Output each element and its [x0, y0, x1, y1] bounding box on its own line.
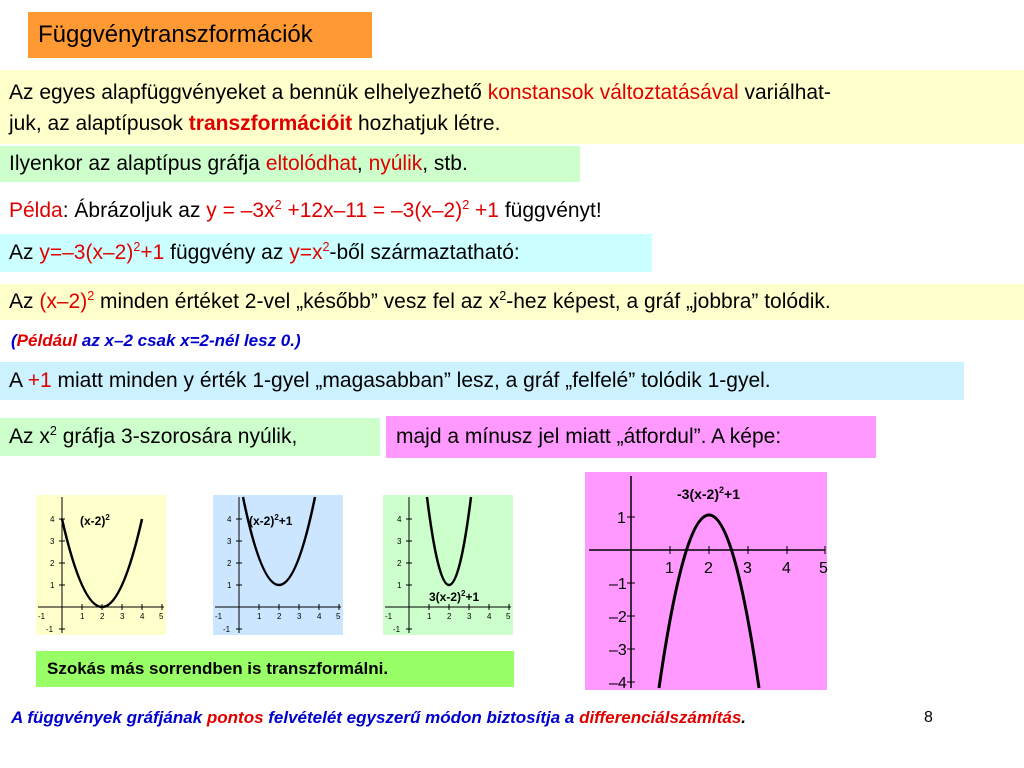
svg-text:4: 4	[140, 612, 145, 621]
intro-paragraph	[0, 70, 1024, 144]
plot-shifted	[36, 495, 166, 635]
svg-text:1: 1	[665, 560, 674, 577]
intro-highlight-1: konstansok változtatásával	[487, 81, 739, 104]
derive-formula-1: $y=-3(x-2)^2+1$	[39, 240, 165, 264]
slide-title: Függvénytranszformációk	[28, 12, 372, 58]
svg-text:1: 1	[427, 612, 432, 621]
intro-text-3: juk, az alaptípusok	[9, 112, 189, 135]
svg-text:-1: -1	[46, 625, 54, 634]
intro-text-4: hozhatjuk létre.	[352, 112, 501, 135]
example-label: Példa	[9, 199, 63, 222]
svg-text:-1: -1	[38, 612, 46, 621]
intro-text-2: variálhat-	[738, 81, 831, 104]
shift-highlight-2: nyúlik	[368, 152, 423, 175]
svg-text:-1: -1	[393, 625, 401, 634]
right-shift-formula: $(x-2)^2$	[39, 289, 95, 313]
svg-text:1: 1	[397, 581, 402, 590]
svg-text:1: 1	[257, 612, 262, 621]
order-note: Szokás más sorrendben is transzformálni.	[36, 651, 514, 687]
svg-text:5: 5	[819, 560, 828, 577]
svg-text:5: 5	[159, 612, 164, 621]
stretch-line: Az $x^2$ gráfja 3-szorosára nyúlik,	[0, 418, 380, 456]
svg-text:5: 5	[506, 612, 511, 621]
svg-text:4: 4	[50, 515, 55, 524]
shift-highlight-1: eltolódhat	[265, 152, 357, 175]
svg-text:1: 1	[80, 612, 85, 621]
flip-line: majd a mínusz jel miatt „átfordul”. A képe:	[386, 416, 876, 458]
svg-text:3: 3	[397, 537, 402, 546]
derive-text-1: Az	[9, 241, 40, 264]
svg-text:5: 5	[336, 612, 341, 621]
svg-text:–2: –2	[609, 609, 627, 626]
plot-label: $(x-2)^2$	[80, 513, 110, 528]
svg-text:4: 4	[317, 612, 322, 621]
example-formula: $y = -3x^2 +12x-11 = -3(x-2)^2 +1$	[206, 198, 499, 222]
svg-text:–4: –4	[609, 675, 627, 692]
page-number: 8	[924, 709, 933, 726]
svg-text:3: 3	[297, 612, 302, 621]
svg-text:3: 3	[467, 612, 472, 621]
svg-text:2: 2	[277, 612, 282, 621]
svg-text:-1: -1	[223, 625, 231, 634]
example-note: (Például az x–2 csak x=2-nél lesz 0.)	[11, 331, 301, 350]
svg-text:2: 2	[397, 559, 402, 568]
svg-text:2: 2	[100, 612, 105, 621]
svg-text:3: 3	[743, 560, 752, 577]
plot-label: $-3(x-2)^2+1$	[677, 485, 740, 502]
svg-text:–3: –3	[609, 642, 627, 659]
shift-stretch-line	[0, 146, 580, 182]
derive-formula-2: $y=x^2$	[289, 240, 330, 264]
svg-text:1: 1	[617, 510, 626, 527]
footer-highlight-1: pontos	[206, 708, 264, 727]
note-highlight: Például	[16, 331, 78, 350]
plot-stretched	[383, 495, 513, 635]
derive-text-2: függvény az	[164, 241, 290, 264]
svg-text:-1: -1	[215, 612, 223, 621]
svg-text:1: 1	[227, 581, 232, 590]
intro-text-1: Az egyes alapfüggvényeket a bennük elhelyezhető	[9, 81, 488, 104]
shift-text-1: Ilyenkor az alaptípus gráfja	[9, 152, 266, 175]
derive-text-3: -ből származtatható:	[329, 241, 520, 264]
example-line	[0, 194, 760, 228]
example-tail: függvényt!	[498, 199, 602, 222]
svg-text:-1: -1	[385, 612, 393, 621]
intro-highlight-2: transzformációit	[188, 112, 353, 135]
svg-text:4: 4	[487, 612, 492, 621]
svg-text:3: 3	[120, 612, 125, 621]
plot-flipped	[585, 472, 827, 690]
svg-text:3: 3	[50, 537, 55, 546]
svg-text:4: 4	[397, 515, 402, 524]
svg-text:2: 2	[227, 559, 232, 568]
derive-line	[0, 234, 652, 272]
svg-text:2: 2	[50, 559, 55, 568]
up-shift-line: A +1 miatt minden y érték 1-gyel „magasabban” lesz, a gráf „felfelé” tolódik 1-gyel.	[0, 362, 964, 400]
svg-text:2: 2	[704, 560, 713, 577]
shift-text-2: , stb.	[422, 152, 468, 175]
svg-text:4: 4	[782, 560, 791, 577]
svg-text:1: 1	[50, 581, 55, 590]
plot-label: $(x-2)^2+1$	[249, 513, 293, 528]
plot-shifted-up	[213, 495, 343, 635]
plot-label: $3(x-2)^2+1$	[429, 589, 480, 604]
svg-text:3: 3	[227, 537, 232, 546]
svg-text:–1: –1	[609, 576, 627, 593]
footer-highlight-2: differenciálszámítás	[579, 708, 742, 727]
svg-text:4: 4	[227, 515, 232, 524]
shift-sep: ,	[356, 152, 369, 175]
up-shift-highlight: +1	[27, 369, 52, 392]
example-colon: : Ábrázoljuk az	[62, 199, 207, 222]
right-shift-line: Az $(x-2)^2$ minden értéket 2-vel „később” vesz fel az $x^2$-hez képest, a gráf „jobbra” tolódik.	[0, 284, 1024, 320]
footer-line: A függvények gráfjának pontos felvételét egyszerű módon biztosítja a differenciálszámítás.	[11, 708, 747, 727]
svg-text:2: 2	[447, 612, 452, 621]
